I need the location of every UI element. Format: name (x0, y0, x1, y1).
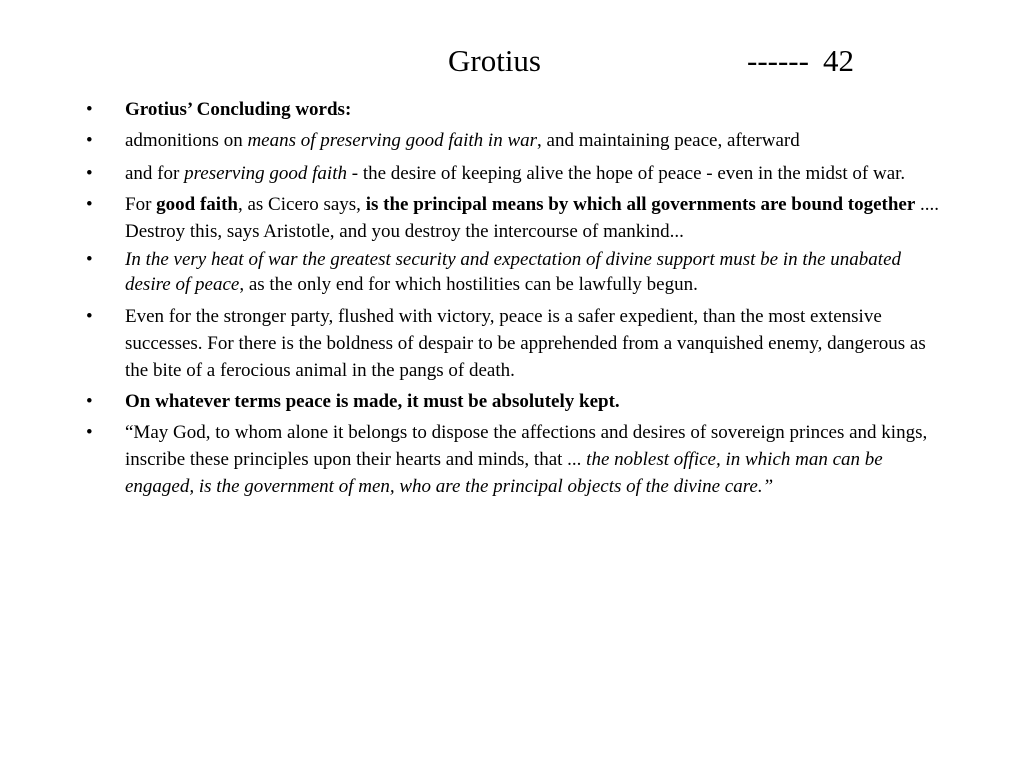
bullet-icon: • (86, 391, 93, 412)
text-run: “May God, to whom alone it belongs to dispose the affections and desires of sovereign princes and kings, inscribe these principles upon their hearts and minds, that ... (125, 422, 928, 470)
bullet-item-peace-kept (86, 388, 946, 415)
bullet-text (125, 191, 946, 245)
bullet-item-preserving-good-faith (86, 160, 946, 187)
bullet-text (125, 160, 946, 187)
bullet-text (125, 419, 946, 500)
bullet-item-stronger-party (86, 303, 946, 384)
bullet-icon: • (86, 130, 93, 151)
bullet-item-may-god (86, 419, 946, 500)
bold-text: good faith (156, 194, 238, 215)
bullet-text (125, 388, 946, 415)
text-run: Even for the stronger party, flushed with victory, peace is a safer expedient, than the most extensive successes. For there is the boldness of despair to be apprehended from a vanquished enemy, dangerous as the bite of a ferocious animal in the pangs of death. (125, 306, 926, 381)
bullet-item-admonitions (86, 127, 946, 154)
text-run: For (125, 194, 157, 215)
bullet-item-good-faith-cicero (86, 191, 946, 245)
bullet-icon: • (86, 306, 93, 327)
italic-text: preserving good faith (184, 163, 347, 184)
bullet-text (125, 303, 946, 384)
bullet-item-heat-of-war (86, 247, 946, 297)
italic-text: means of preserving good faith in war (247, 130, 538, 151)
text-run: - the desire of keeping alive the hope of peace - even in the midst of war. (347, 163, 906, 184)
bullet-icon: • (86, 194, 93, 215)
title-separator: ------ (747, 43, 809, 78)
bullet-text (125, 96, 946, 123)
bullet-icon: • (86, 99, 93, 120)
bold-text: is the principal means by which all governments are bound together (365, 194, 916, 215)
bold-text: On whatever terms peace is made, it must be absolutely kept. (125, 391, 620, 412)
bullet-item-concluding-words (86, 96, 946, 123)
bullet-icon: • (86, 163, 93, 184)
text-run: , as the only end for which hostilities can be lawfully begun. (239, 274, 698, 295)
bullet-icon: • (86, 249, 93, 270)
bullet-list (86, 96, 946, 500)
text-run: .... Destroy this, says Aristotle, and you destroy the intercourse of mankind... (125, 194, 940, 242)
bullet-text (125, 247, 946, 297)
bullet-text (125, 127, 946, 154)
slide-title (448, 42, 854, 80)
slide-number: 42 (822, 43, 854, 78)
text-run: , as Cicero says, (237, 194, 366, 215)
italic-text: the noblest office, in which man can be engaged, is the government of men, who are the principal objects of the divine care.” (125, 449, 883, 497)
italic-text: In the very heat of war the greatest security and expectation of divine support must be in the unabated desire of peace (125, 249, 902, 295)
text-run: and for (125, 163, 185, 184)
bold-text: Grotius’ Concluding words: (125, 99, 352, 120)
text-run: admonitions on (125, 130, 248, 151)
title-text: Grotius (448, 43, 541, 78)
text-run: , and maintaining peace, afterward (537, 130, 800, 151)
bullet-icon: • (86, 422, 93, 443)
